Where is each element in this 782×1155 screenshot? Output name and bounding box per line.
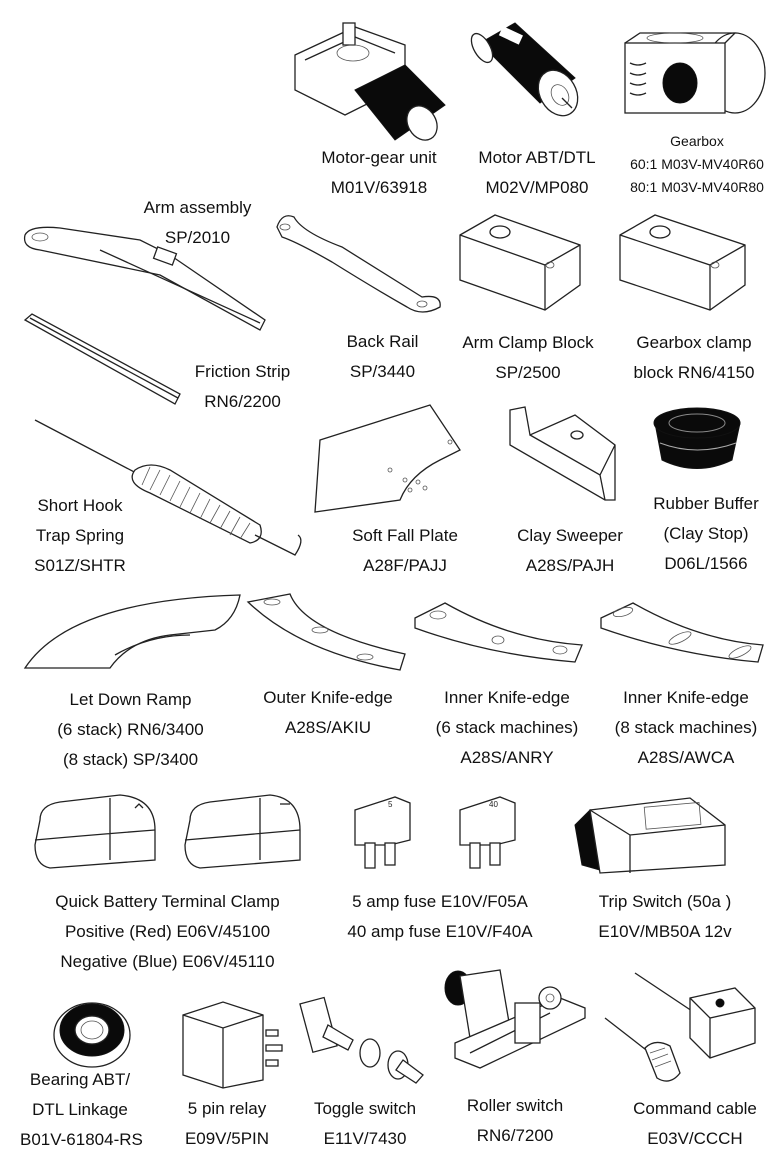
command-cable-illustration — [595, 968, 765, 1088]
friction-strip-illustration — [20, 312, 185, 407]
bearing-illustration — [50, 1000, 135, 1070]
relay-label: 5 pin relay E09V/5PIN — [184, 1099, 270, 1148]
inner-knife-edge-6-label: Inner Knife-edge (6 stack machines) A28S/ANRY — [435, 688, 579, 767]
arm-clamp-block-label: Arm Clamp Block SP/2500 — [462, 333, 594, 382]
friction-strip-label: Friction Strip RN6/2200 — [194, 362, 291, 411]
fuse-5a-icon — [350, 795, 415, 870]
motor-icon — [470, 18, 585, 118]
toggle-switch-label: Toggle switch E11V/7430 — [313, 1099, 417, 1148]
clay-sweeper-illustration — [505, 405, 620, 505]
fuses-label: 5 amp fuse E10V/F05A 40 amp fuse E10V/F40A — [347, 892, 533, 941]
trip-switch-icon — [570, 795, 730, 875]
bearing-label: Bearing ABT/ DTL Linkage B01V-61804-RS — [20, 1070, 143, 1149]
fuse-40a-illustration — [455, 795, 520, 870]
command-cable-icon — [595, 968, 765, 1088]
back-rail-icon — [272, 212, 447, 322]
relay-icon — [178, 1000, 288, 1090]
soft-fall-plate-icon — [310, 400, 500, 515]
outer-knife-edge-label: Outer Knife-edge A28S/AKIU — [263, 688, 393, 737]
fuse-40a-marking: 40 — [489, 800, 498, 809]
gearbox-label: Gearbox 60:1 M03V-MV40R60 80:1 M03V-MV40R80 — [630, 133, 764, 195]
inner-knife-edge-8-illustration — [598, 600, 768, 665]
back-rail-label: Back Rail SP/3440 — [346, 332, 419, 381]
battery-terminal-negative-illustration — [180, 790, 305, 870]
motor-gear-unit-label: Motor-gear unit M01V/63918 — [321, 148, 437, 197]
roller-switch-icon — [440, 968, 590, 1078]
inner-knife-edge-8-icon — [598, 600, 768, 665]
gearbox-clamp-block-label: Gearbox clamp block RN6/4150 — [633, 333, 755, 382]
arm-clamp-block-illustration — [455, 210, 590, 320]
inner-knife-edge-6-illustration — [410, 600, 585, 665]
trap-spring-label: Short Hook Trap Spring S01Z/SHTR — [34, 496, 126, 575]
rubber-buffer-illustration — [650, 405, 745, 475]
toggle-switch-illustration — [298, 995, 433, 1085]
battery-terminal-positive-illustration — [30, 790, 160, 870]
arm-assembly-label: Arm assembly SP/2010 — [143, 198, 252, 247]
arm-clamp-block-icon — [455, 210, 590, 320]
rubber-buffer-icon — [650, 405, 745, 475]
roller-switch-illustration — [440, 968, 590, 1078]
battery-terminal-clamp-label: Quick Battery Terminal Clamp Positive (Red) E06V/45100 Negative (Blue) E06V/45110 — [55, 892, 280, 971]
trip-switch-illustration — [570, 795, 730, 875]
clay-sweeper-label: Clay Sweeper A28S/PAJH — [517, 526, 623, 575]
let-down-ramp-label: Let Down Ramp (6 stack) RN6/3400 (8 stack) SP/3400 — [57, 690, 204, 769]
fuse-5a-marking: 5 — [388, 800, 393, 809]
rubber-buffer-label: Rubber Buffer (Clay Stop) D06L/1566 — [653, 494, 759, 573]
trip-switch-label: Trip Switch (50a ) E10V/MB50A 12v — [598, 892, 732, 941]
roller-switch-label: Roller switch RN6/7200 — [466, 1096, 564, 1145]
gearbox-icon — [620, 28, 770, 123]
inner-knife-edge-8-label: Inner Knife-edge (8 stack machines) A28S/AWCA — [614, 688, 758, 767]
back-rail-illustration — [272, 212, 447, 322]
gearbox-illustration — [620, 28, 770, 123]
fuse-5a-illustration — [350, 795, 415, 870]
battery-terminal-positive-icon — [30, 790, 160, 870]
clay-sweeper-icon — [505, 405, 620, 505]
soft-fall-plate-label: Soft Fall Plate A28F/PAJJ — [352, 526, 458, 575]
relay-illustration — [178, 1000, 288, 1090]
motor-gear-unit-illustration — [285, 15, 450, 145]
bearing-icon — [50, 1000, 135, 1070]
gearbox-clamp-block-illustration — [615, 210, 755, 320]
fuse-40a-icon — [455, 795, 520, 870]
toggle-switch-icon — [298, 995, 433, 1085]
let-down-ramp-illustration — [20, 590, 245, 670]
gearbox-clamp-block-icon — [615, 210, 755, 320]
motor-abt-dtl-illustration — [470, 18, 585, 118]
soft-fall-plate-illustration — [310, 400, 500, 515]
outer-knife-edge-illustration — [245, 592, 405, 672]
outer-knife-edge-icon — [245, 592, 405, 672]
motor-gear-unit-icon — [285, 15, 450, 145]
let-down-ramp-icon — [20, 590, 245, 670]
friction-strip-icon — [20, 312, 185, 407]
motor-abt-dtl-label: Motor ABT/DTL M02V/MP080 — [478, 148, 596, 197]
command-cable-label: Command cable E03V/CCCH — [633, 1099, 757, 1148]
inner-knife-edge-6-icon — [410, 600, 585, 665]
battery-terminal-negative-icon — [180, 790, 305, 870]
